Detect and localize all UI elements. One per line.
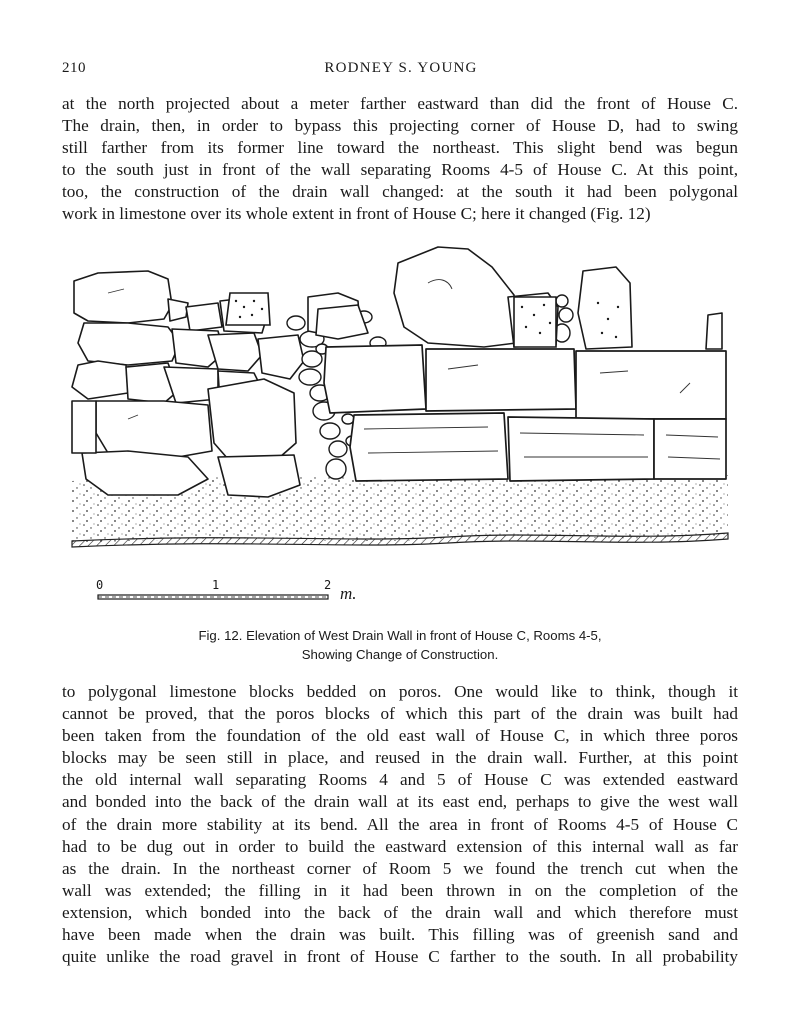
text-line: too, the construction of the drain wall changed: at the south it had been polygonal: [62, 182, 738, 202]
text-line: of the drain more stability at its bend. All the area in front of Rooms 4-5 of House C: [62, 814, 738, 834]
scale-unit: m.: [340, 584, 357, 603]
text-line: as the drain. In the northeast corner of Room 5 we found the trench cut when the: [62, 858, 738, 878]
paragraph-top: [62, 93, 738, 226]
text-line: blocks may be seen still in place, and reused in the drain wall. Further, at this point: [62, 748, 738, 768]
wall-elevation-drawing: [68, 243, 732, 563]
scale-ruler: [96, 592, 332, 602]
text-line: the old internal wall separating Rooms 4 and 5 of House C was extended eastward: [62, 770, 738, 790]
text-line: to polygonal limestone blocks bedded on poros. One would like to think, though it: [62, 682, 738, 701]
scale-label: 1: [212, 578, 220, 592]
caption-line: Showing Change of Construction.: [301, 647, 499, 662]
text-line: work in limestone over its whole extent in front of House C; here it changed (Fig. 12): [62, 204, 651, 224]
text-line: to the south just in front of the wall separating Rooms 4-5 of House C. At this point,: [62, 160, 738, 180]
rectangular-poros-blocks: [324, 345, 726, 481]
text-line: and bonded into the back of the drain wall at its east end, perhaps to give the west wall: [62, 792, 738, 812]
page-header: [62, 60, 740, 82]
running-head: RODNEY S. YOUNG: [324, 60, 478, 76]
figure-caption: [62, 626, 738, 664]
scale-label: 2: [324, 578, 332, 592]
text-line: had to be dug out in order to build the eastward extension of this internal wall as far: [62, 836, 738, 856]
text-line: at the north projected about a meter farther eastward than did the front of House C.: [62, 94, 738, 113]
text-line: The drain, then, in order to bypass this projecting corner of House D, had to swing: [62, 116, 738, 136]
text-line: wall was extended; the filling in it had been thrown in on the completion of the: [62, 880, 738, 900]
upper-blocks: [220, 247, 722, 349]
paragraph-bottom: [62, 681, 738, 968]
text-line: quite unlike the road gravel in front of House C farther to the south. In all probability: [62, 947, 738, 967]
caption-line: Fig. 12. Elevation of West Drain Wall in front of House C, Rooms 4-5,: [198, 628, 602, 643]
scale-bar: [96, 578, 386, 612]
text-line: have been made when the drain was built. This filling was of greenish sand and: [62, 925, 738, 945]
text-line: cannot be proved, that the poros blocks of which this part of the drain was built had: [62, 704, 738, 724]
text-line: extension, which bonded into the back of the drain wall and which therefore must: [62, 902, 738, 922]
scale-label: 0: [96, 578, 104, 592]
text-line: still farther from its former line toward the northeast. This slight bend was begun: [62, 138, 738, 158]
page-number: 210: [62, 60, 86, 76]
text-line: been taken from the foundation of the old east wall of House C, in which three poros: [62, 726, 738, 746]
